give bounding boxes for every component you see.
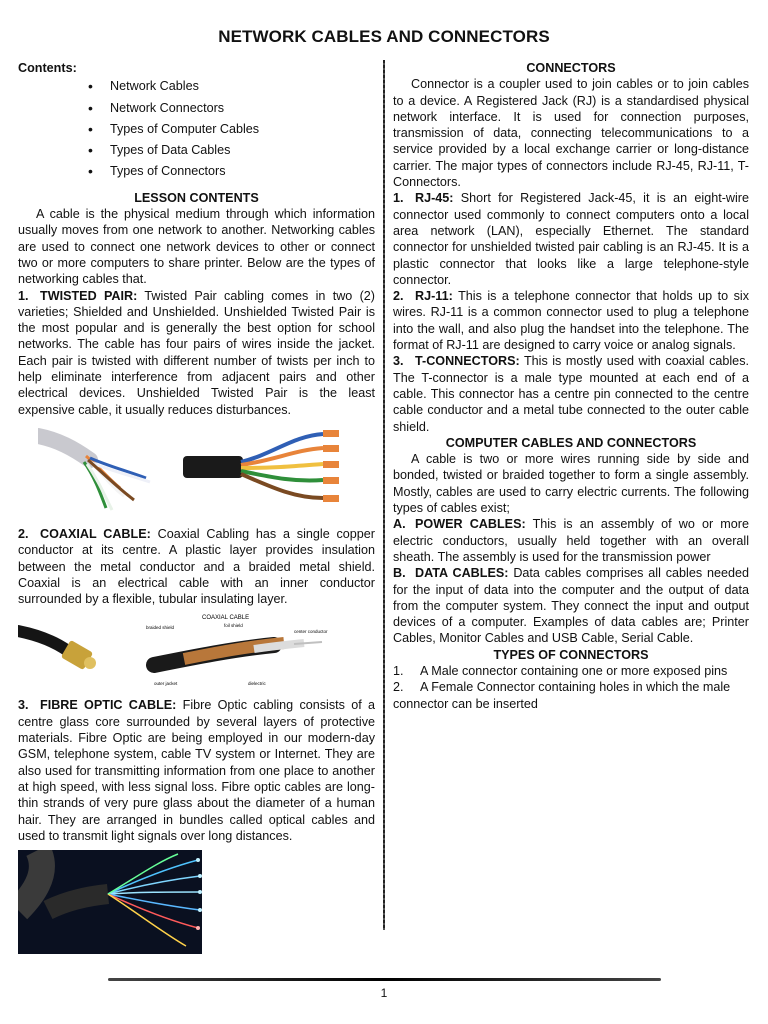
item-text: Twisted Pair cabling comes in two (2) varieties; Shielded and Unshielded. Unshielded Twisted Pair is the most popular and is generally the best option for school networks. The cable has four pairs of wires inside the jacket. Each pair is twisted with different number of twists per inch to help eliminate interference from adjacent pairs and other electrical devices. Unshielded Twisted Pair is the least expensive cable, it usually reduces disturbances. [18,288,375,417]
item-text: This is mostly used with coaxial cables. The T-connector is a male type mounted at each end of a cable. This connector has a centre pin connected to the centre cable conductor and a metal tube connected to the outer cable shield. [393,354,749,434]
computer-cables-intro: A cable is two or more wires running side by side and bonded, twisted or braided together to form a single assembly. Mostly, cables are used to carry electric currents. The following types of cables exist; [393,452,749,516]
data-cables-item [393,565,749,646]
item-term: POWER CABLES: [415,517,526,532]
page-title: NETWORK CABLES AND CONNECTORS [218,27,550,46]
lesson-intro: A cable is the physical medium through which information usually moves from one network to another. Networking cables are used to connect one network devices to other or connect two or more computers to share printer. Below are the types of networking cables that. [18,207,375,287]
types-of-connectors-heading: TYPES OF CONNECTORS [493,647,649,662]
coaxial-item [18,526,375,607]
item-text: This is an assembly of wo or more electric conductors, usually held together with an overall sheath. The assembly is used for the transmission power [393,517,750,564]
page-number: 1 [380,986,388,1000]
coax-label: outer jacket [154,681,178,687]
item-number: 1. [18,288,29,303]
left-column [18,60,375,954]
item-term: T-CONNECTORS: [415,354,520,369]
t-connector-item [393,353,749,434]
connectors-heading: CONNECTORS [526,61,616,75]
item-number: 1. [393,191,404,206]
item-number: 3. [393,354,404,369]
item-term: DATA CABLES: [415,566,509,581]
item-text: This is a telephone connector that holds up to six wires. RJ-11 is a common connector used to plug a telephone into the wall, and also plug the handset into the telephone. The format of RJ-11 are designed to carry voice or analog signals. [393,289,749,353]
item-number: 2. [393,289,404,304]
connector-type-item [393,679,749,712]
item-number: 3. [18,698,29,713]
item-term: RJ-45: [415,191,454,206]
computer-cables-heading: COMPUTER CABLES AND CONNECTORS [445,435,697,450]
rj11-item [393,288,749,353]
item-text: Short for Registered Jack-45, it is an eight-wire connector used commonly to connect computers onto a local area network (LAN), especially Ethernet. The standard connector for unshielded twisted pair cabling is an RJ-45. It is a plastic connector that looks like a large telephone-style connector. [393,191,749,287]
item-number: 2. [18,526,29,541]
twisted-pair-images [18,426,375,526]
item-text: Fibre Optic cabling consists of a centre glass core surrounded by several layers of protective materials. Fibre Optic are being employed in our modern-day GSM, telephone system, cable TV system or Internet. They are also used for transmitting information from one place to another at high speed, with less signal loss. Fibre optic cables are long-thin strands of very pure glass about the diameter of a human hair. They are arranged in bundles called optical cables and used to transmit light signals over long distances. [18,698,375,843]
contents-list [18,78,375,179]
coaxial-diagram-image [144,611,349,689]
coax-diagram-title: COAXIAL CABLE [202,615,250,622]
column-divider [383,60,385,930]
item-number: B. [393,566,406,581]
right-column [393,60,749,712]
item-term: TWISTED PAIR: [40,288,138,303]
item-text: A Male connector containing one or more exposed pins [420,663,728,678]
contents-item: • Types of Computer Cables [88,121,375,137]
item-term: COAXIAL CABLE: [40,526,151,541]
footer-divider [108,978,661,981]
item-text: Data cables comprises all cables needed for the input of data into the computer and the output of data from the computer system. They connect the input and output devices of a computer. Examples of data cables are; Printer Cables, Monitor Cables and USB Cable, Serial Cable. [393,566,749,646]
connectors-intro: Connector is a coupler used to join cables or to join cables to a device. A Registered Jack (RJ) is a standardised physical network interface. It is used for connection purposes, transmission of data, connecting telecommunications to a service provided by a local exchange carrier or long-distance carrier. The major types of connectors include RJ-45, RJ-11, T-Connectors. [393,77,749,190]
contents-label: Contents: [18,61,77,75]
fibre-optic-item [18,697,375,844]
coaxial-connector-image [18,611,108,687]
coaxial-images [18,611,375,691]
coax-label: dielectric [248,681,266,687]
coax-label: braided shield [146,625,175,631]
rj45-item [393,190,749,288]
contents-item: • Network Cables [88,78,375,94]
twisted-pair-cable-image [38,426,158,518]
power-cables-item [393,516,749,565]
item-term: RJ-11: [415,289,453,304]
item-number: 2. [393,680,404,695]
item-number: A. [393,517,406,532]
item-text: Coaxial Cabling has a single copper conductor at its centre. A plastic layer provides insulation between the metal conductor and a braided metal shield. Coaxial is an electrical cable with an inner conductor surrounded by a flexible, tubular insulating layer. [18,526,376,607]
contents-item: • Types of Data Cables [88,142,375,158]
item-number: 1. [393,663,404,678]
contents-item: • Network Connectors [88,100,375,116]
connector-type-item [393,663,749,679]
twisted-pair-wires-image [183,426,373,518]
lesson-heading: LESSON CONTENTS [134,190,259,205]
coax-label: foil shield [224,623,243,629]
item-text: A Female Connector containing holes in which the male connector can be inserted [393,680,731,711]
item-term: FIBRE OPTIC CABLE: [40,698,177,713]
fibre-optic-image [18,850,202,954]
coax-label: center conductor [294,629,328,635]
contents-item: • Types of Connectors [88,163,375,179]
twisted-pair-item [18,288,375,418]
